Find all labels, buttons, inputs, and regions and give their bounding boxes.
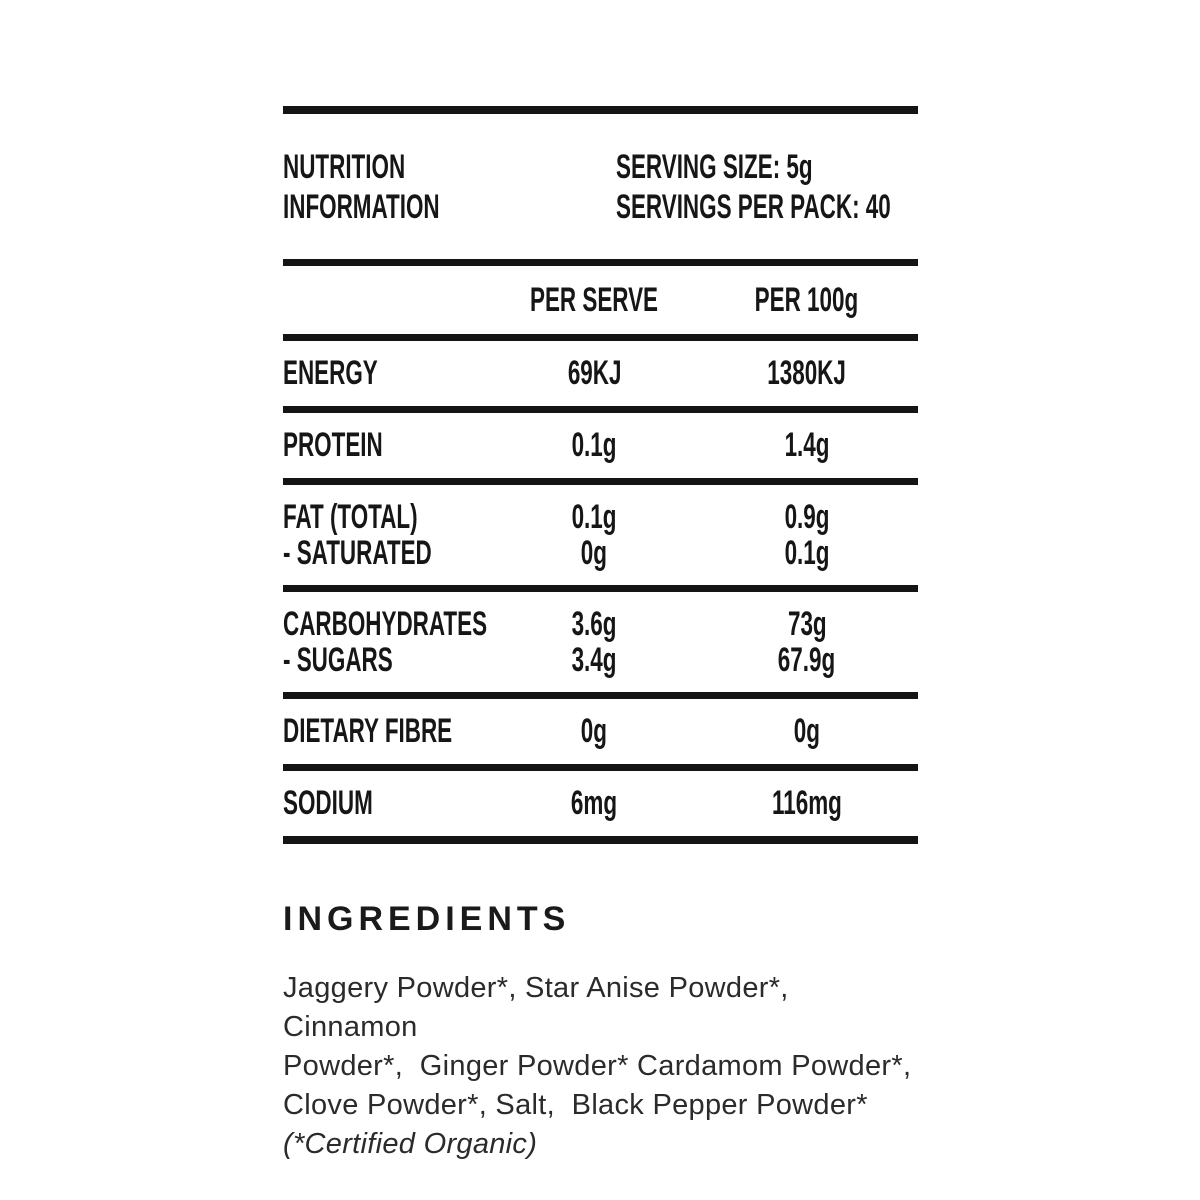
row-per-serve-cell [493, 606, 696, 678]
row-label: CARBOHYDRATES [283, 605, 488, 643]
nutrition-label [283, 0, 918, 1164]
column-header-row [283, 266, 918, 334]
row-label-cell [283, 354, 493, 393]
row-per-100g-cell [696, 354, 918, 393]
row-per-100g-cell [696, 784, 918, 823]
row-label: DIETARY FIBRE [283, 712, 453, 750]
rule-divider [283, 692, 918, 699]
per-100g-subvalue: 0.1g [784, 534, 830, 572]
table-row-dietary-fibre [283, 699, 918, 764]
row-label: PROTEIN [283, 426, 383, 464]
rule-below-column-headers [283, 334, 918, 341]
row-label-cell [283, 606, 493, 678]
row-sublabel: - SATURATED [283, 534, 432, 572]
row-label: ENERGY [283, 354, 378, 392]
ingredients-line: Clove Powder*, Salt, Black Pepper Powder* [283, 1089, 868, 1121]
row-per-serve-cell [493, 784, 696, 823]
row-label-cell [283, 784, 493, 823]
rule-divider [283, 406, 918, 413]
per-serve-value: 0.1g [571, 498, 617, 536]
per-100g-value: 1.4g [784, 426, 830, 464]
table-row-carbohydrates [283, 592, 918, 692]
row-per-100g-cell [696, 426, 918, 465]
rule-top [283, 106, 918, 114]
table-row-sodium [283, 771, 918, 836]
table-row-fat [283, 485, 918, 585]
row-label-cell [283, 712, 493, 751]
per-100g-heading: PER 100g [755, 280, 859, 319]
serving-size-text: SERVING SIZE: 5g [616, 147, 813, 186]
row-per-100g-cell [696, 606, 918, 678]
header-title [283, 147, 616, 227]
per-serve-value: 0g [581, 712, 608, 750]
per-100g-value: 73g [787, 605, 827, 643]
header-title-line2: INFORMATION [283, 187, 440, 226]
per-serve-value: 0.1g [571, 426, 617, 464]
per-100g-value: 0.9g [784, 498, 830, 536]
header-serving-info [616, 147, 918, 227]
rule-divider [283, 478, 918, 485]
per-100g-value: 1380KJ [767, 354, 847, 392]
certified-organic-note: (*Certified Organic) [283, 1128, 538, 1160]
row-per-100g-cell [696, 712, 918, 751]
row-label-cell [283, 499, 493, 571]
row-per-100g-cell [696, 499, 918, 571]
ingredients-heading: INGREDIENTS [283, 900, 571, 938]
per-100g-subvalue: 67.9g [778, 641, 836, 679]
row-per-serve-cell [493, 712, 696, 751]
column-header-per-serve [493, 281, 696, 320]
table-row-protein [283, 413, 918, 478]
column-header-per-100g [696, 281, 918, 320]
per-serve-value: 3.6g [571, 605, 617, 643]
rule-divider [283, 585, 918, 592]
per-serve-subvalue: 3.4g [571, 641, 617, 679]
label-header [283, 114, 918, 259]
ingredients-text [283, 969, 918, 1164]
row-per-serve-cell [493, 354, 696, 393]
per-serve-heading: PER SERVE [530, 280, 659, 319]
rule-bottom [283, 836, 918, 844]
header-title-line1: NUTRITION [283, 147, 406, 186]
ingredients-line: Jaggery Powder*, Star Anise Powder*, Cinnamon [283, 972, 798, 1043]
ingredients-line: Powder*, Ginger Powder* Cardamom Powder*, [283, 1050, 912, 1082]
rule-below-header [283, 259, 918, 266]
per-100g-value: 0g [793, 712, 820, 750]
rule-divider [283, 764, 918, 771]
row-per-serve-cell [493, 499, 696, 571]
row-label: SODIUM [283, 784, 373, 822]
servings-per-pack-text: SERVINGS PER PACK: 40 [616, 187, 891, 226]
row-label-cell [283, 426, 493, 465]
per-serve-value: 6mg [571, 784, 618, 822]
per-serve-value: 69KJ [567, 354, 621, 392]
per-100g-value: 116mg [771, 784, 842, 822]
row-per-serve-cell [493, 426, 696, 465]
row-label: FAT (TOTAL) [283, 498, 418, 536]
per-serve-subvalue: 0g [581, 534, 608, 572]
table-row-energy [283, 341, 918, 406]
row-sublabel: - SUGARS [283, 641, 393, 679]
